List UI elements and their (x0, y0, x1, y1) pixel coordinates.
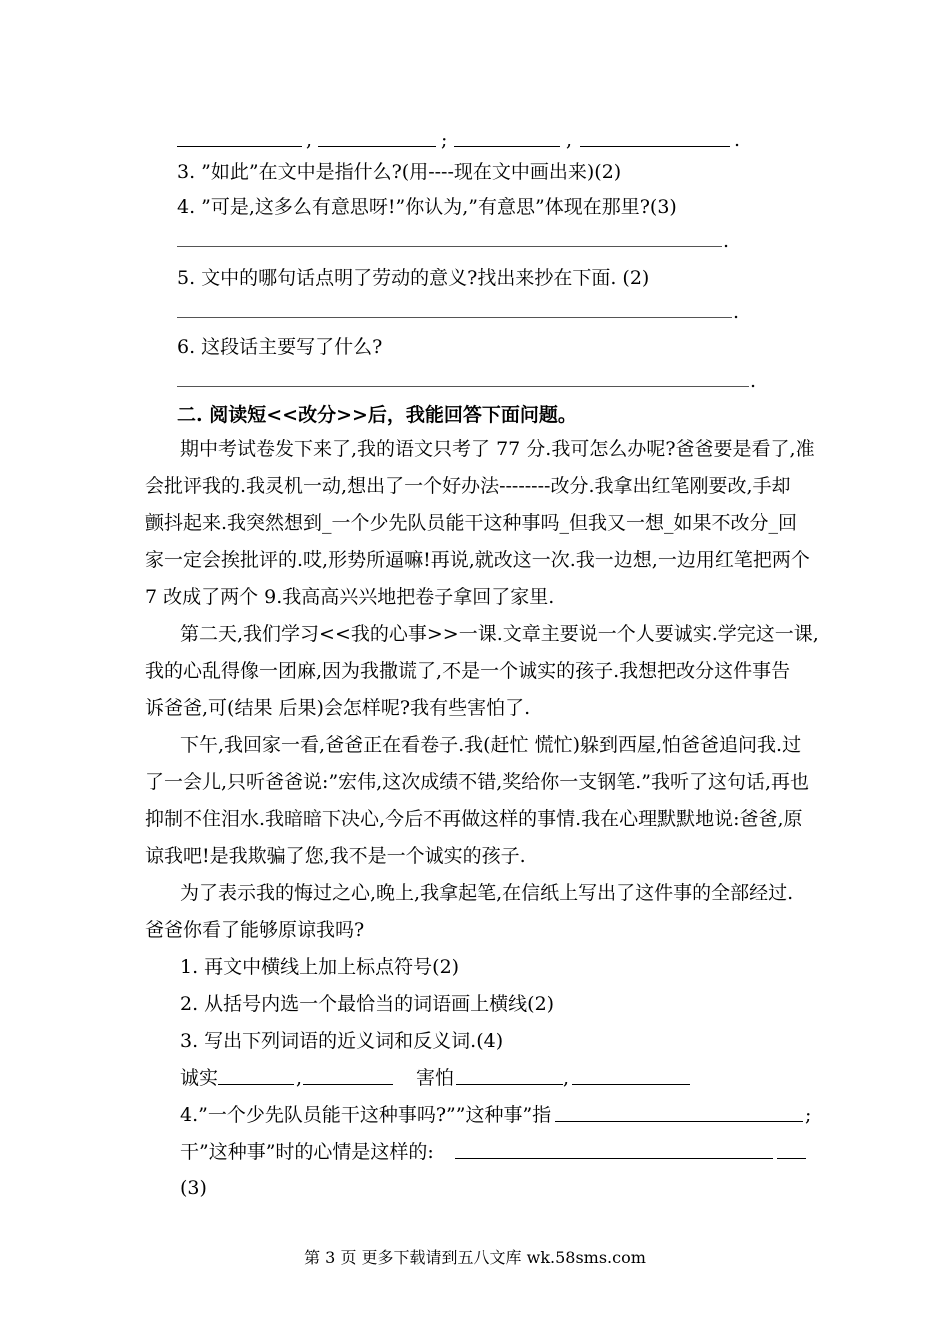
answer-line (454, 146, 560, 147)
word-afraid: 害怕 (416, 1067, 455, 1089)
period: . (733, 301, 740, 323)
answer-line (303, 1084, 393, 1085)
period: . (750, 370, 757, 392)
question-3: 3. ”如此”在文中是指什么?(用----现在文中画出来)(2) (177, 161, 622, 183)
question-2-2: 2. 从括号内选一个最恰当的词语画上横线(2) (180, 993, 555, 1015)
comma: , (306, 129, 313, 151)
question-6: 6. 这段话主要写了什么? (177, 336, 383, 358)
question-2-1: 1. 再文中横线上加上标点符号(2) (180, 956, 460, 978)
period: . (734, 129, 741, 151)
semicolon: ; (805, 1104, 812, 1126)
answer-line (555, 1121, 803, 1122)
question-2-3: 3. 写出下列词语的近义词和反义词.(4) (180, 1030, 504, 1052)
paragraph-2-line: 第二天,我们学习<<我的心事>>一课.文章主要说一个人要诚实.学完这一课, (180, 623, 819, 645)
page-footer: 第 3 页 更多下载请到五八文库 wk.58sms.com (304, 1248, 646, 1267)
answer-line (318, 146, 436, 147)
comma: , (296, 1067, 303, 1089)
answer-line (177, 246, 722, 247)
word-honest: 诚实 (180, 1067, 219, 1089)
answer-line (777, 1158, 806, 1159)
answer-line (218, 1084, 294, 1085)
answer-line (580, 146, 730, 147)
question-2-4: 4.”一个少先队员能干这种事吗?””这种事”指 (180, 1104, 552, 1126)
comma: , (563, 1067, 570, 1089)
paragraph-3-line: 了一会儿,只听爸爸说:”宏伟,这次成绩不错,奖给你一支钢笔.”我听了这句话,再也 (145, 771, 810, 793)
period: . (723, 230, 730, 252)
answer-line (177, 146, 302, 147)
answer-line (456, 1084, 563, 1085)
paragraph-4-line: 爸爸你看了能够原谅我吗? (145, 919, 365, 941)
answer-line (177, 386, 749, 387)
paragraph-2-line: 诉爸爸,可(结果 后果)会怎样呢?我有些害怕了. (145, 697, 531, 719)
paragraph-1-line: 期中考试卷发下来了,我的语文只考了 77 分.我可怎么办呢?爸爸要是看了,准 (180, 438, 815, 460)
answer-line (177, 317, 732, 318)
paragraph-1-line: 7 改成了两个 9.我高高兴兴地把卷子拿回了家里. (145, 586, 555, 608)
paragraph-4-line: 为了表示我的悔过之心,晚上,我拿起笔,在信纸上写出了这件事的全部经过. (180, 882, 794, 904)
question-2-4-cont: 干”这种事”时的心情是这样的: (180, 1141, 434, 1163)
semicolon: ; (441, 129, 448, 151)
paragraph-3-line: 谅我吧!是我欺骗了您,我不是一个诚实的孩子. (145, 845, 526, 867)
paragraph-1-line: 家一定会挨批评的.哎,形势所逼嘛!再说,就改这一次.我一边想,一边用红笔把两个 (145, 549, 810, 571)
score: (3) (180, 1177, 207, 1199)
answer-line (455, 1158, 773, 1159)
paragraph-1-line: 会批评我的.我灵机一动,想出了一个好办法--------改分.我拿出红笔刚要改,手却 (145, 475, 791, 497)
section-heading: 二. 阅读短<<改分>>后，我能回答下面问题。 (177, 404, 577, 426)
paragraph-2-line: 我的心乱得像一团麻,因为我撒谎了,不是一个诚实的孩子.我想把改分这件事告 (145, 660, 791, 682)
question-5: 5. 文中的哪句话点明了劳动的意义?找出来抄在下面. (2) (177, 267, 650, 289)
answer-line (572, 1084, 690, 1085)
paragraph-3-line: 下午,我回家一看,爸爸正在看卷子.我(赶忙 慌忙)躲到西屋,怕爸爸追问我.过 (180, 734, 802, 756)
paragraph-1-line: 颤抖起来.我突然想到_一个少先队员能干这种事吗_但我又一想_如果不改分_回 (145, 512, 798, 534)
paragraph-3-line: 抑制不住泪水.我暗暗下决心,今后不再做这样的事情.我在心理默默地说:爸爸,原 (145, 808, 803, 830)
question-4: 4. ”可是,这多么有意思呀!”你认为,”有意思”体现在那里?(3) (177, 196, 677, 218)
comma: , (566, 129, 573, 151)
